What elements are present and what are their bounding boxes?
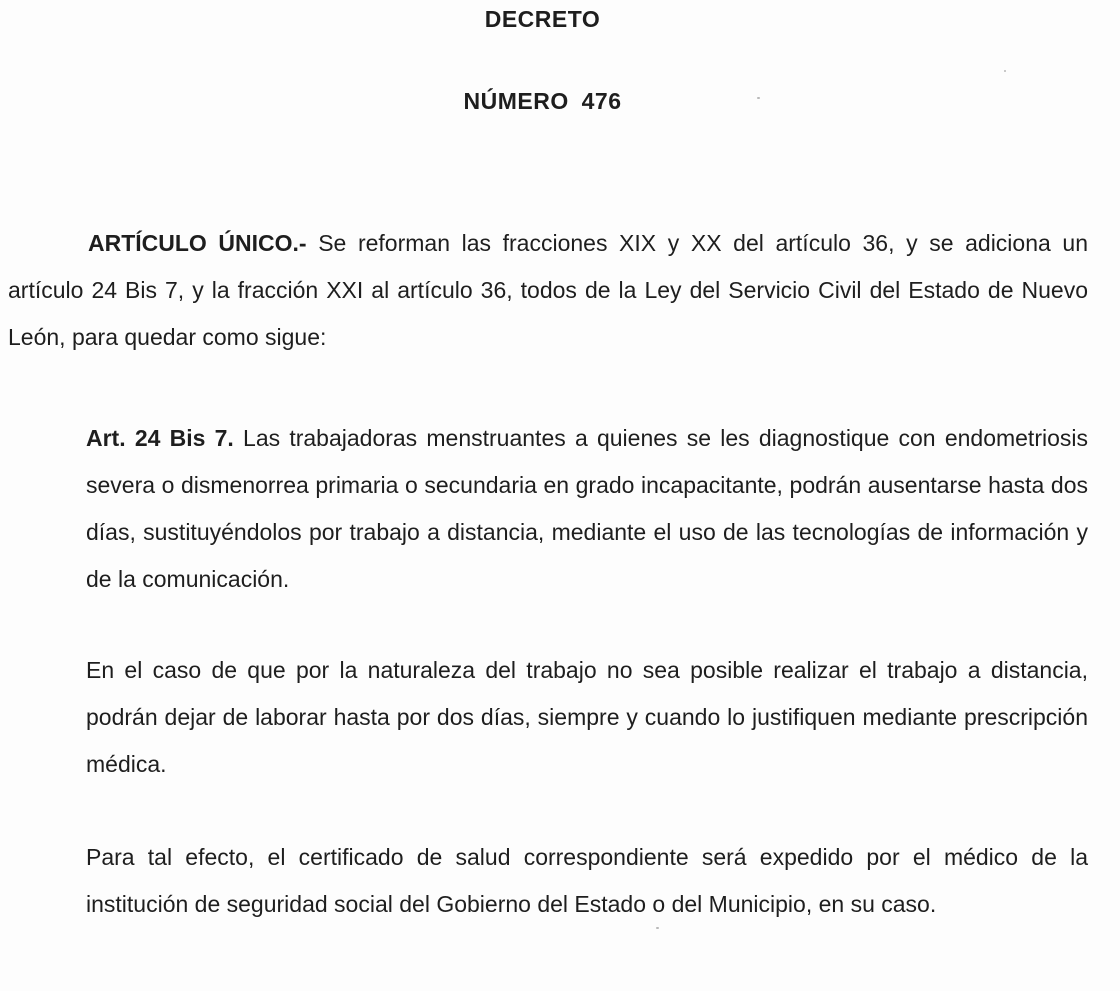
scan-speck <box>757 97 760 99</box>
certificate-paragraph: Para tal efecto, el certificado de salud correspondiente será expedido por el médico de la institución de seguridad social del Gobierno del Estado o del Municipio, en su caso. <box>86 844 1088 917</box>
article-unico-text: Se reforman las fracciones XIX y XX del artículo 36, y se adiciona un artículo 24 Bis 7, y la fracción XXI al artículo 36, todos de la Ley del Servicio Civil del Estado de Nuevo León, para quedar como sigue: <box>8 230 1088 350</box>
decree-title: DECRETO <box>484 6 601 32</box>
decree-number: NÚMERO 476 <box>463 88 622 114</box>
art-24-bis-7-text: Las trabajadoras menstruantes a quienes se les diagnostique con endometriosis severa o dismenorrea primaria o secundaria en grado incapacitante, podrán ausentarse hasta dos días, sustituyéndolos por trabajo a distancia, mediante el uso de las tecnologías de información y de la comunicación. <box>86 425 1088 592</box>
scan-speck <box>656 927 659 929</box>
scan-speck <box>1004 70 1006 72</box>
article-unico-label: ARTÍCULO ÚNICO.- <box>88 230 307 256</box>
art-24-bis-7-label: Art. 24 Bis 7. <box>86 425 234 451</box>
remote-work-paragraph: En el caso de que por la naturaleza del trabajo no sea posible realizar el trabajo a distancia, podrán dejar de laborar hasta por dos días, siempre y cuando lo justifiquen mediante prescripción médica. <box>86 657 1088 777</box>
article-unico-paragraph <box>8 220 1088 361</box>
art-24-bis-7-paragraph <box>86 415 1088 603</box>
